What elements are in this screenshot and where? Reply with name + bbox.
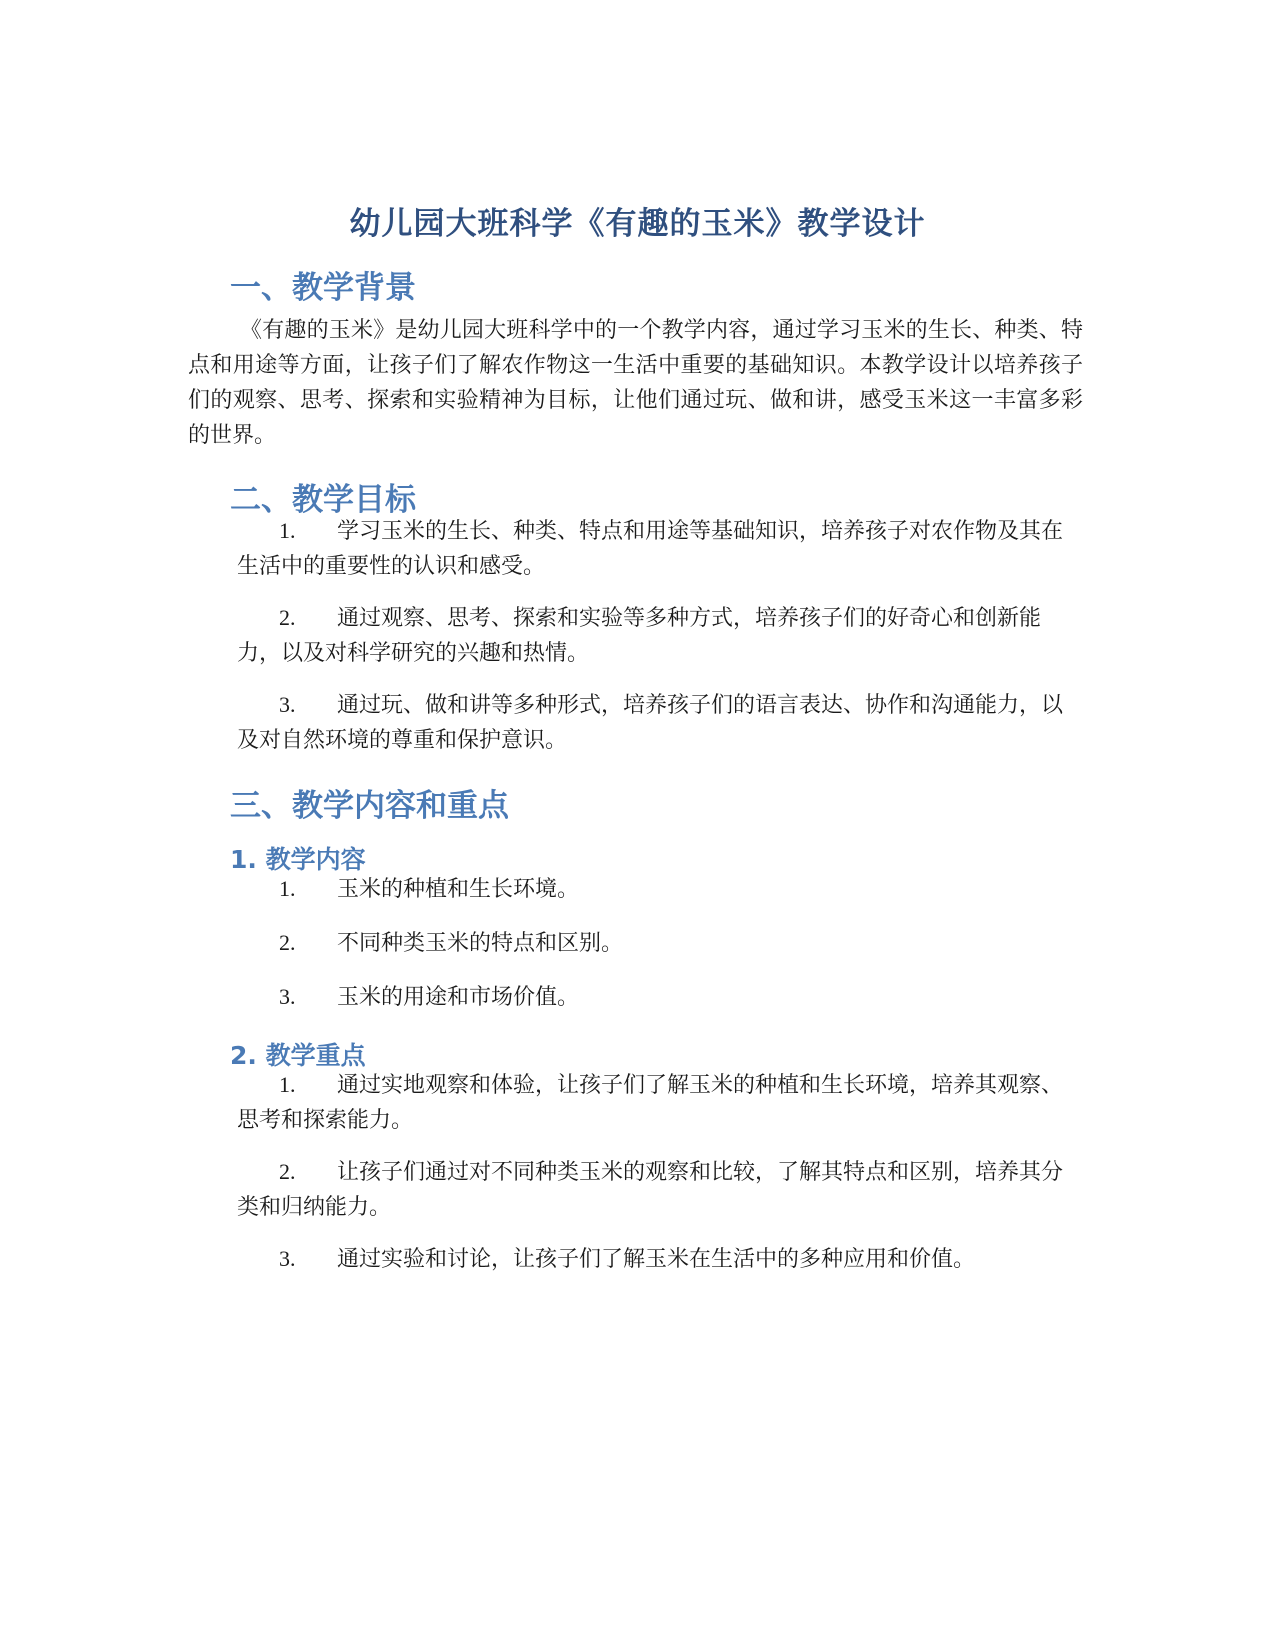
section-heading-background: 一、教学背景 bbox=[230, 270, 416, 306]
list-item bbox=[237, 513, 1083, 584]
subheading-content: 1. 教学内容 bbox=[230, 845, 366, 874]
list-text: 玉米的用途和市场价值。 bbox=[337, 985, 580, 1010]
list-text: 学习玉米的生长、种类、特点和用途等基础知识，培养孩子对农作物及其在生活中的重要性的认识和感受。 bbox=[237, 519, 1064, 579]
subheading-key-points: 2. 教学重点 bbox=[230, 1041, 366, 1070]
list-number: 2. bbox=[279, 1159, 296, 1184]
list-item bbox=[237, 600, 1083, 671]
list-number: 1. bbox=[279, 518, 296, 543]
list-number: 3. bbox=[279, 692, 296, 717]
section-heading-goals: 二、教学目标 bbox=[230, 482, 416, 518]
list-text: 通过实验和讨论，让孩子们了解玉米在生活中的多种应用和价值。 bbox=[337, 1247, 976, 1272]
list-number: 3. bbox=[279, 984, 296, 1009]
list-number: 1. bbox=[279, 1072, 296, 1097]
list-item bbox=[237, 1067, 1083, 1138]
document-title: 幼儿园大班科学《有趣的玉米》教学设计 bbox=[349, 206, 926, 242]
list-text: 让孩子们通过对不同种类玉米的观察和比较，了解其特点和区别，培养其分类和归纳能力。 bbox=[237, 1160, 1064, 1220]
list-number: 3. bbox=[279, 1246, 296, 1271]
section-heading-content: 三、教学内容和重点 bbox=[230, 788, 509, 824]
list-text: 玉米的种植和生长环境。 bbox=[337, 877, 580, 902]
list-item bbox=[237, 1241, 1083, 1277]
list-number: 2. bbox=[279, 930, 296, 955]
background-paragraph: 《有趣的玉米》是幼儿园大班科学中的一个教学内容，通过学习玉米的生长、种类、特点和用途等方面，让孩子们了解农作物这一生活中重要的基础知识。本教学设计以培养孩子们的观察、思考、探索和实验精神为目标，让他们通过玩、做和讲，感受玉米这一丰富多彩的世界。 bbox=[188, 318, 1083, 448]
list-item bbox=[237, 925, 1083, 961]
list-item bbox=[237, 871, 1083, 907]
list-item bbox=[237, 687, 1083, 758]
list-number: 1. bbox=[279, 876, 296, 901]
list-text: 通过实地观察和体验，让孩子们了解玉米的种植和生长环境，培养其观察、思考和探索能力。 bbox=[237, 1073, 1064, 1133]
list-item bbox=[237, 979, 1083, 1015]
list-text: 通过观察、思考、探索和实验等多种方式，培养孩子们的好奇心和创新能力，以及对科学研究的兴趣和热情。 bbox=[237, 606, 1042, 666]
list-number: 2. bbox=[279, 605, 296, 630]
list-item bbox=[237, 1154, 1083, 1225]
list-text: 不同种类玉米的特点和区别。 bbox=[337, 931, 624, 956]
list-text: 通过玩、做和讲等多种形式，培养孩子们的语言表达、协作和沟通能力，以及对自然环境的尊重和保护意识。 bbox=[237, 693, 1064, 753]
